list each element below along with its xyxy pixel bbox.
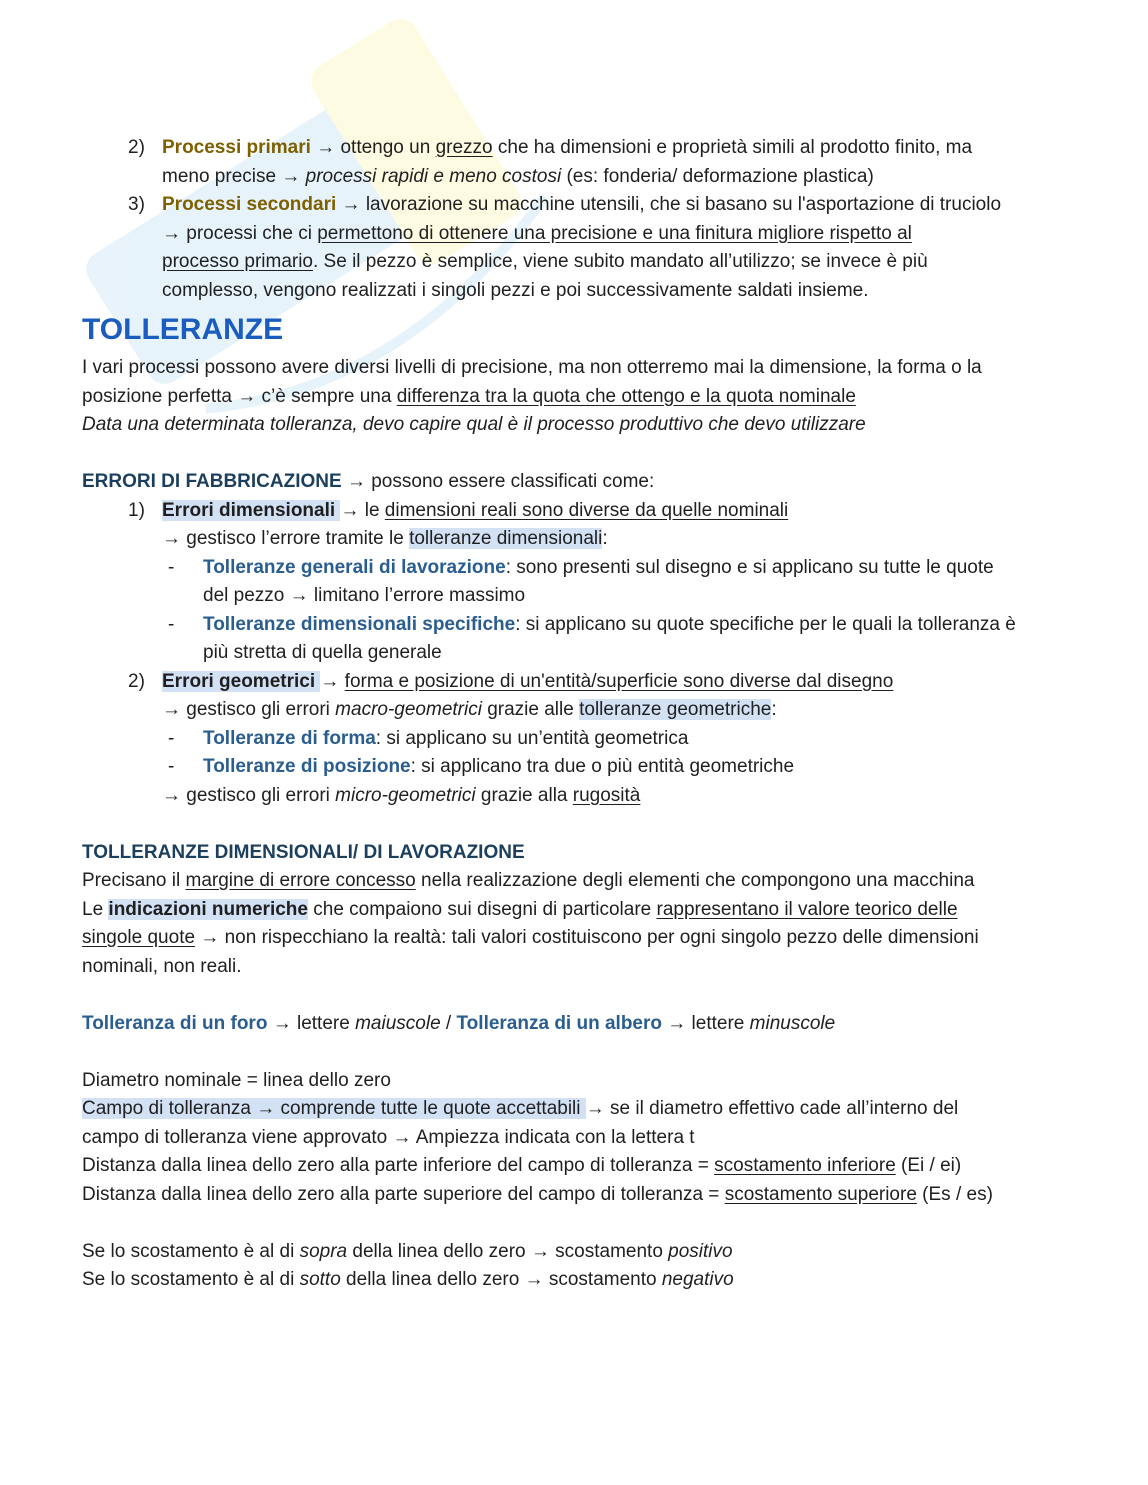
errori-heading: ERRORI DI FABBRICAZIONE → possono essere classificati come: — [82, 471, 655, 492]
list-item: - Tolleranze di forma: si applicano su un’entità geometrica — [168, 727, 689, 749]
list-item: 1) Errori dimensionali → le dimensioni reali sono diverse da quelle nominali — [128, 499, 789, 521]
list-item: - Tolleranze generali di lavorazione: sono presenti sul disegno e si applicano su tutte le quote — [168, 556, 994, 578]
list-item: 2) Processi primari → ottengo un grezzo che ha dimensioni e proprietà simili al prodotto finito, ma — [128, 137, 973, 158]
list-item: - Tolleranze di posizione: si applicano tra due o più entità geometriche — [168, 756, 795, 777]
list-item: - Tolleranze dimensionali specifiche: si applicano su quote specifiche per le quali la tolleranza è — [168, 613, 1016, 635]
section-heading: TOLLERANZE DIMENSIONALI/ DI LAVORAZIONE — [82, 841, 525, 863]
section-title: TOLLERANZE — [82, 313, 284, 346]
list-item: 3) Processi secondari → lavorazione su macchine utensili, che si basano su l'asportazione di truciolo — [128, 194, 1002, 215]
document-page: 2) Processi primari → ottengo un grezzo che ha dimensioni e proprietà simili al prodotto finito, ma meno precise → processi rapidi e meno costosi (es: fonderia/ deformazione plastica) 3) Processi secondari → lavorazione su macchine utensili, che si basano su l'asportazione di truciolo → processi che ci permettono di ottenere una precisione e una finitura migliore rispetto al processo primario. Se il pezzo è semplice, viene subito mandato all’utilizzo; se invece è più complesso, vengono realizzati i singoli pezzi e poi successivamente saldati insieme. TOLLERANZE I vari processi possono avere diversi livelli di precisione, ma non otterremo mai la dimensione, la forma o la posizione perfetta → c’è sempre una differenza tra la quota che ottengo e la quota nominale Data una determinata tolleranza, devo capire qual è il processo produttivo che devo utilizzare ERRORI DI FABBRICAZIONE → possono essere classificati come: 1) Errori dimensionali → le dimensioni reali sono diverse da quelle nominali → gestisco l’errore tramite le tolleranze dimensionali: - Tolleranze generali di lavorazione: sono presenti sul disegno e si applicano su tutte le quote del pezzo → limitano l’errore massimo - Tolleranze dimensionali specifiche: si applicano su quote specifiche per le quali la tolleranza è più stretta di quella generale 2) Errori geometrici → forma e posizione di un'entità/superficie sono diverse dal disegno → gestisco gli errori macro-geometrici grazie alle tolleranze geometriche: - Tolleranze di forma: si applicano su un’entità geometrica - Tolleranze di posizione: si applicano tra due o più entità geometriche → gestisco gli errori micro-geometrici grazie alla rugosità TOLLERANZE DIMENSIONALI/ DI LAVORAZIONE Precisano il margine di errore concesso nella realizzazione degli elementi che compongono una macchina Le indicazioni numeriche che compaiono sui disegni di particolare rappresentano il valore teorico delle singole quote → non rispecchiano la realtà: tali valori costituiscono per ogni singolo pezzo delle dimensioni nominali, non reali. Tolleranza di un foro → lettere maiuscole / Tolleranza di un albero → lettere minuscole Diametro nominale = linea dello zero Campo di tolleranza → comprende tutte le quote accettabili → se il diametro effettivo cade all’interno del campo di tolleranza viene approvato → Ampiezza indicata con la lettera t Distanza dalla linea dello zero alla parte inferiore del campo di tolleranza = scostamento inferiore (Ei / ei) Distanza dalla linea dello zero alla parte superiore del campo di tolleranza = scostamento superiore (Es / es) Se lo scostamento è al di sopra della linea dello zero → scostamento positivo Se lo scostamento è al di sotto della linea dello zero → scostamento negativo — [82, 134, 1082, 1295]
list-item: 2) Errori geometrici → forma e posizione di un'entità/superficie sono diverse dal disegno — [128, 670, 894, 692]
term: Processi secondari — [162, 194, 337, 215]
term: Processi primari — [162, 137, 311, 158]
